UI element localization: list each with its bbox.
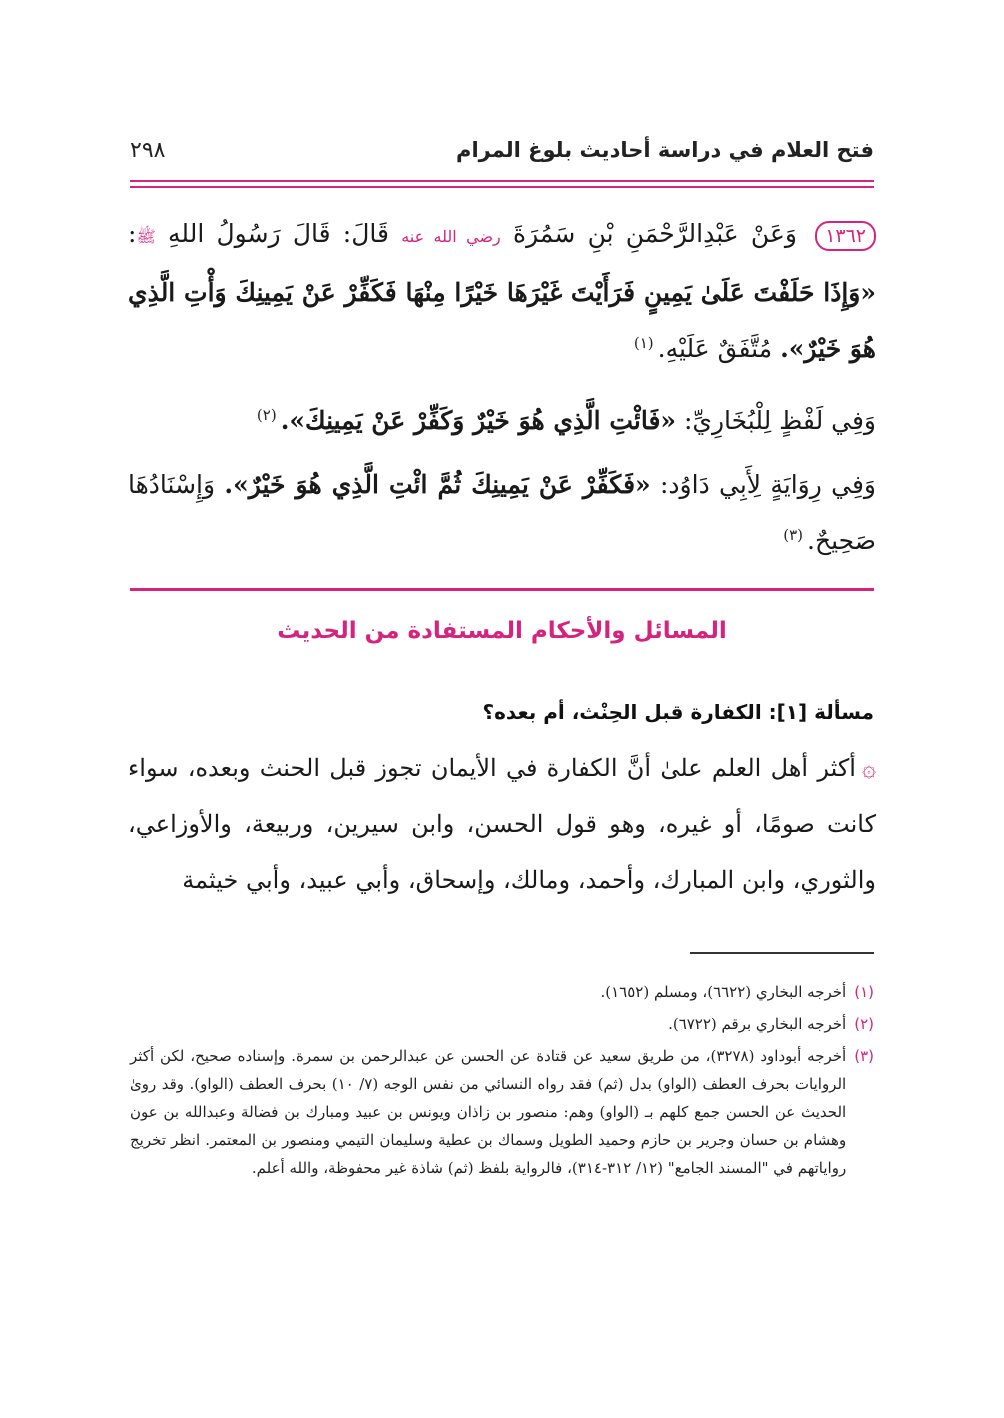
page-number: ٢٩٨ [130,137,166,163]
issue-label: مسألة [١]: [768,700,874,724]
hadith-number-badge: ١٣٦٢ [815,221,876,251]
section-title: المسائل والأحكام المستفادة من الحديث [277,618,727,644]
footnote [130,978,874,1006]
hadith-main: ١٣٦٢ وَعَنْ عَبْدِالرَّحْمَنِ بْنِ سَمُرَةَ رضي الله عنه قَالَ: قَالَ رَسُولُ اللهِ ﷺ: «وَإِذَا حَلَفْتَ عَلَىٰ يَمِينٍ فَرَأَيْتَ غَيْرَهَا خَيْرًا مِنْهَا فَكَفِّرْ عَنْ يَمِينِكَ وَأْتِ الَّذِي هُوَ خَيْرٌ». مُتَّفَقٌ عَلَيْهِ.$^{(١)}$ [128,219,876,363]
footnote-text: أخرجه البخاري برقم (٦٧٢٢). [668,1015,847,1033]
hadith-block [128,206,876,569]
page-header [130,128,874,172]
hadith-said: قَالَ: قَالَ رَسُولُ اللهِ [168,219,389,248]
bukhari-text: «فَائْتِ الَّذِي هُوَ خَيْرٌ وَكَفِّرْ عَنْ يَمِينِكَ». [280,406,677,435]
footnote-separator [690,952,874,954]
book-title: فتح العلام في دراسة أحاديث بلوغ المرام [456,138,874,162]
issue-heading [130,700,874,724]
abudawud-intro: وَفِي رِوَايَةٍ لِأَبِي دَاوُد: [660,470,876,499]
footnote [130,1010,874,1038]
agreed-upon: مُتَّفَقٌ عَلَيْهِ. [657,334,773,363]
section-divider [130,588,874,591]
hadith-intro: وَعَنْ عَبْدِالرَّحْمَنِ بْنِ سَمُرَةَ [513,219,797,248]
abudawud-tail: وَإِسْنَادُهَا صَحِيحٌ. [128,470,876,555]
flower-ornament-icon: ۞ [861,754,876,782]
prophet-honorific: ﷺ [136,227,156,246]
header-rule-top [130,180,874,182]
footnote-ref-3: (٣) [783,525,803,544]
footnote-number: (٣) [854,1047,874,1065]
paragraph-text: أكثر أهل العلم علىٰ أنَّ الكفارة في الأيمان تجوز قبل الحنث وبعده، سواء كانت صومًا، أو غيره، وهو قول الحسن، وابن سيرين، وربيعة، والأوزاعي، والثوري، وابن المبارك، وأحمد، ومالك، وإسحاق، وأبي عبيد، وأبي خيثمة [128,754,876,894]
abudawud-variant [128,457,876,569]
footnote-text: أخرجه أبوداود (٣٢٧٨)، من طريق سعيد عن قتادة عن الحسن عن عبدالرحمن بن سمرة. وإسناده صحيح، لكن أكثر الروايات بحرف العطف (الواو) بدل (ثم) فقد رواه النسائي من نفس الوجه (٧/ ١٠) بحرف العطف (الواو). وقد روىٰ الحديث عن الحسن جمع كلهم بـ (الواو) وهم: منصور بن زاذان ويونس بن عبيد ومبارك بن فضالة وعبدالله بن عون وهشام بن حسان وجرير بن حازم وحميد الطويل وسماك بن عطية وسليمان التيمي ومنصور بن المعتمر. انظر تخريج رواياتهم في "المسند الجامع" (١٢/ ٣١٢-٣١٤)، فالرواية بلفظ (ثم) شاذة غير محفوظة، والله أعلم. [130,1047,847,1177]
bukhari-intro: وَفِي لَفْظٍ لِلْبُخَارِيِّ: [683,406,876,435]
issue-paragraph [128,740,876,908]
companion-honorific: رضي الله عنه [401,227,501,246]
footnotes [130,978,874,1186]
header-rule-bottom [130,186,874,188]
footnote-text: أخرجه البخاري (٦٦٢٢)، ومسلم (١٦٥٢). [600,983,847,1001]
bukhari-variant [128,393,876,449]
hadith-text: «وَإِذَا حَلَفْتَ عَلَىٰ يَمِينٍ فَرَأَيْتَ غَيْرَهَا خَيْرًا مِنْهَا فَكَفِّرْ عَنْ يَمِينِكَ وَأْتِ الَّذِي هُوَ خَيْرٌ». [128,278,876,363]
footnote [130,1042,874,1182]
issue-question: الكفارة قبل الحِنْث، أم بعده؟ [482,700,762,724]
footnote-number: (١) [854,983,874,1001]
footnote-ref-2: (٢) [256,405,277,424]
footnote-ref-1: (١) [633,333,654,352]
footnote-number: (٢) [854,1015,874,1033]
abudawud-text: «فَكَفِّرْ عَنْ يَمِينِكَ ثُمَّ ائْتِ الَّذِي هُوَ خَيْرٌ». [224,470,651,499]
